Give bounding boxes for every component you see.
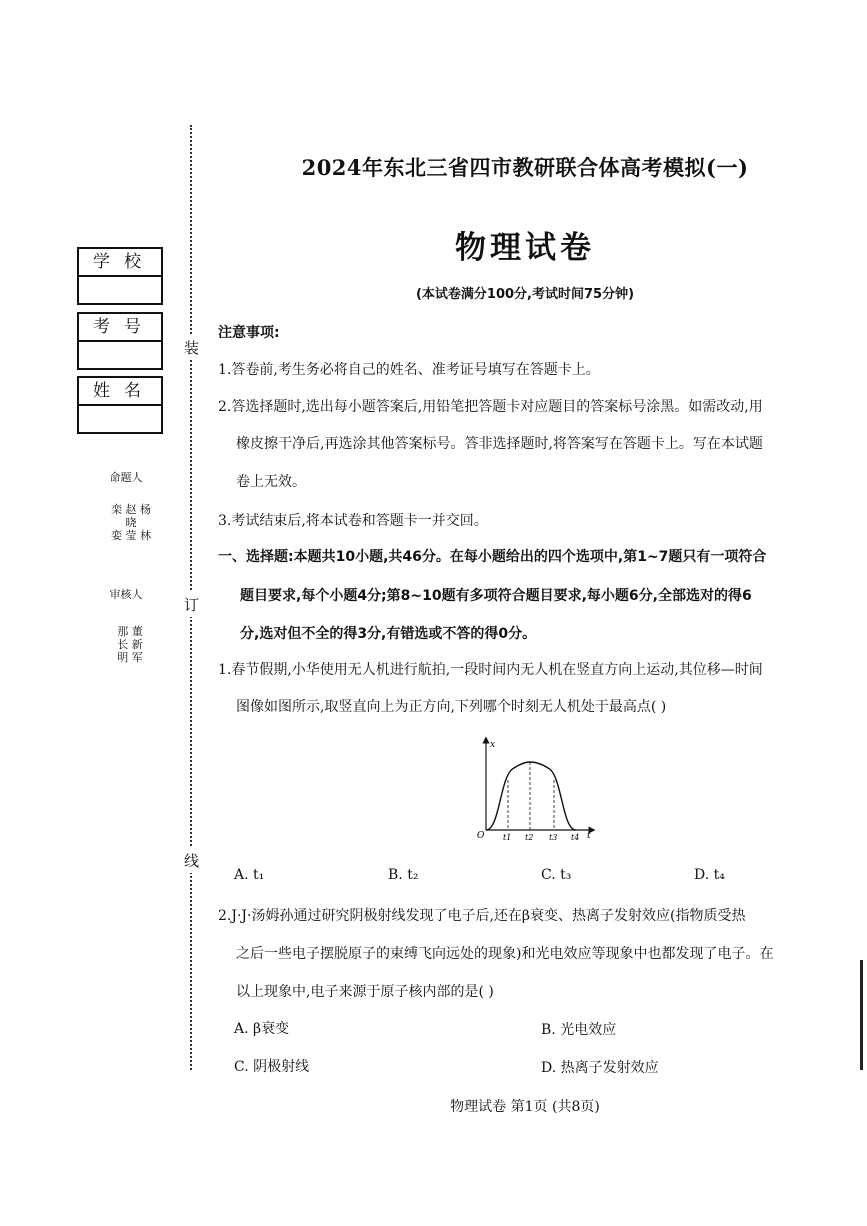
section-instruction: 一、选择题:本题共10小题,共46分。在每小题给出的四个选项中,第1~7题只有一项符合 [218,549,767,565]
section-instruction: 分,选对但不全的得3分,有错选或不答的得0分。 [240,626,537,642]
q2-stem: 之后一些电子摆脱原子的束缚飞向远处的现象)和光电效应等现象中也都发现了电子。在 [236,946,774,962]
name-label: 姓名 [79,378,161,406]
q2-option-c[interactable]: C. 阴极射线 [234,1059,310,1075]
school-box[interactable] [77,247,163,305]
binding-char-zhuang: 装 [184,335,199,360]
exam-info: (本试卷满分100分,考试时间75分钟) [415,287,635,302]
q1-stem: 1.春节假期,小华使用无人机进行航拍,一段时间内无人机在竖直方向上运动,其位移—时间 [218,662,763,678]
tick-t1: t1 [503,833,512,842]
q2-option-d[interactable]: D. 热离子发射效应 [541,1060,659,1076]
q2-option-a[interactable]: A. β衰变 [234,1021,290,1037]
notice-line: 2.答选择题时,选出每小题答案后,用铅笔把答题卡对应题目的答案标号涂黑。如需改动,用 [218,399,763,415]
q2-option-b[interactable]: B. 光电效应 [541,1022,617,1038]
binding-char-ding: 订 [184,592,199,617]
proposers-title: 命题人 [109,471,143,484]
q1-option-c[interactable]: C. t₃ [541,867,572,883]
tick-t3: t3 [549,833,558,842]
tick-t2: t2 [525,833,534,842]
q1-stem: 图像如图所示,取竖直向上为正方向,下列哪个时刻无人机处于最高点( ) [236,699,667,715]
proposers-row: 娈 莹 林 [111,529,151,542]
displacement-curve [486,762,576,830]
notice-line: 3.考试结束后,将本试卷和答题卡一并交回。 [218,513,488,529]
reviewers-row: 长 新 [117,638,143,651]
proposers-list [96,503,166,542]
q1-option-d[interactable]: D. t₄ [694,867,725,883]
tick-t4: t4 [571,833,580,842]
reviewers-list [100,625,160,664]
q1-option-a[interactable]: A. t₁ [234,867,265,883]
subject-title: 物理试卷 [455,230,595,266]
exam-title: 2024年东北三省四市教研联合体高考模拟(一) [301,155,749,180]
q1-option-b[interactable]: B. t₂ [388,867,419,883]
q2-stem: 2.J·J·汤姆孙通过研究阴极射线发现了电子后,还在β衰变、热离子发射效应(指物质受热 [218,908,746,924]
y-axis-label: x [490,740,496,750]
page-footer: 物理试卷 第1页 (共8页) [450,1099,600,1115]
notice-line: 卷上无效。 [236,474,306,490]
notice-line: 1.答卷前,考生务必将自己的姓名、准考证号填写在答题卡上。 [218,362,600,378]
exam-number-label: 考号 [79,314,161,342]
section-instruction: 题目要求,每个小题4分;第8~10题有多项符合题目要求,每小题6分,全部选对的得6 [240,588,752,604]
origin-label: O [477,831,485,841]
proposers-row: 晓 [125,516,137,529]
notice-line: 橡皮擦干净后,再选涂其他答案标号。答非选择题时,将答案写在答题卡上。写在本试题 [236,436,763,452]
proposers-row: 栾 赵 杨 [111,503,151,516]
reviewers-title: 审核人 [109,588,143,601]
binding-char-xian: 线 [184,848,199,873]
reviewers-row: 那 董 [117,625,143,638]
q2-stem: 以上现象中,电子来源于原子核内部的是( ) [236,984,494,1000]
school-label: 学校 [79,249,161,277]
notice-heading: 注意事项: [218,325,280,341]
q1-displacement-time-graph [470,734,600,844]
name-box[interactable] [77,376,163,434]
scan-edge-mark [860,960,863,1070]
x-axis-label: t [587,831,591,841]
exam-number-box[interactable] [77,312,163,370]
reviewers-row: 明 军 [117,651,143,664]
